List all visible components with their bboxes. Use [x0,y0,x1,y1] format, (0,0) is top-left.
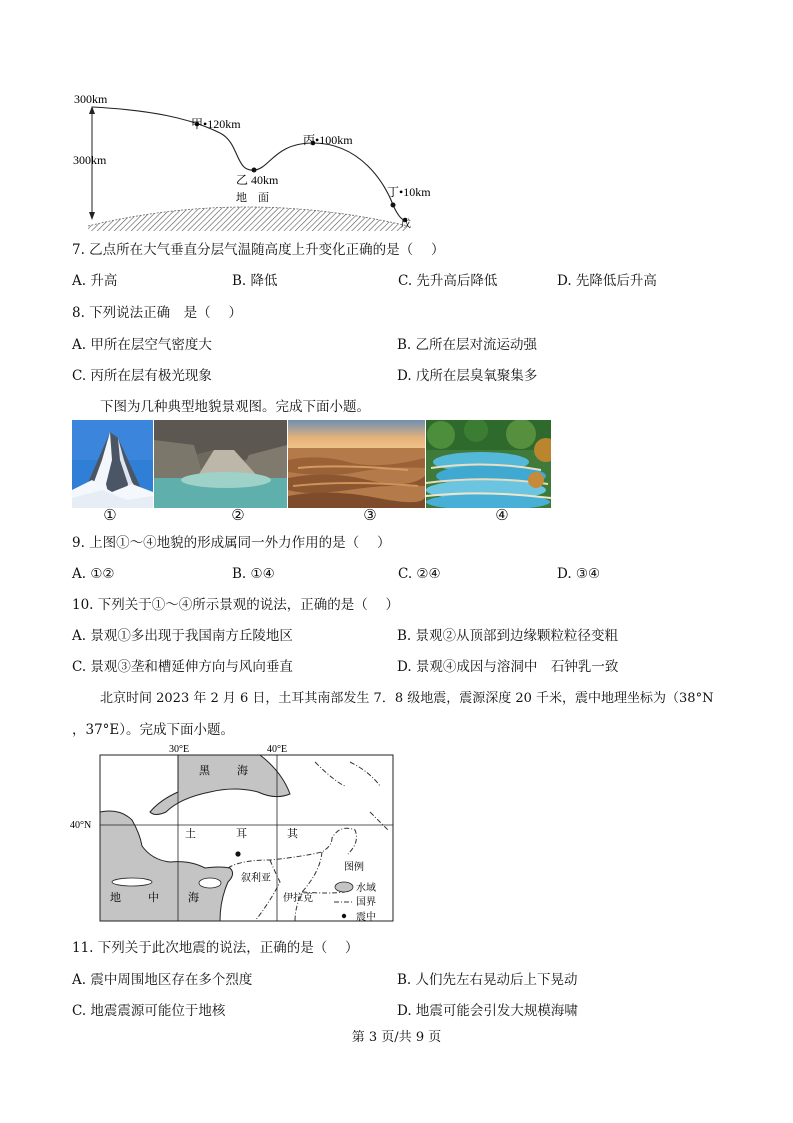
label-ding: 丁•10km [387,185,431,199]
q10-stem: 10. 下列关于①～④所示景观的说法，正确的是（ ） [72,597,400,613]
atmosphere-diagram [70,88,450,233]
q8-option-d: D. 戊所在层臭氧聚集多 [397,368,538,384]
q8-option-b: B. 乙所在层对流运动强 [397,337,538,353]
map-label-turkey-2: 耳 [236,828,247,840]
q11-option-a: A. 震中周围地区存在多个烈度 [72,972,253,988]
q9-stem: 9. 上图①～④地貌的形成属同一外力作用的是（ ） [72,535,391,551]
map-label-black-sea-2: 海 [237,765,248,777]
label-jia: 甲•120km [191,117,241,131]
legend-border-label: 国界 [356,897,376,908]
map-label-40e: 40°E [267,744,288,755]
photo-4-travertine-pools [426,420,551,508]
q8-stem: 8. 下列说法正确 是（ ） [72,305,242,321]
map-label-turkey-1: 土 [185,828,196,840]
q11-option-d: D. 地震可能会引发大规模海啸 [397,1003,578,1019]
q9-option-c: C. ②④ [398,566,441,582]
label-ground: 地 面 [236,192,269,204]
map-label-med-3: 海 [188,892,199,904]
quake-intro-line1: 北京时间 2023 年 2 月 6 日，土耳其南部发生 7．8 级地震，震源深度 20 千米，震中地理坐标为（38°N [100,691,714,706]
q9-option-a: A. ①② [72,566,115,582]
q10-option-a: A. 景观①多出现于我国南方丘陵地区 [72,628,293,644]
q7-stem: 7. 乙点所在大气垂直分层气温随高度上升变化正确的是（ ） [72,242,445,258]
photo-2-alluvial-fan [154,420,287,508]
legend-epicenter-label: 震中 [356,912,376,923]
quake-intro-line2: ，37°E）。完成下面小题。 [72,722,235,738]
q11-option-c: C. 地震震源可能位于地核 [72,1003,226,1019]
photo-caption-4: ④ [495,506,509,524]
photo-caption-1: ① [103,506,117,524]
legend-water-label: 水域 [356,883,376,894]
landform-intro: 下图为几种典型地貌景观图。完成下面小题。 [100,399,370,415]
label-yi: 乙 40km [236,173,279,187]
q10-option-b: B. 景观②从顶部到边缘颗粒粒径变粗 [397,628,619,644]
map-label-syria: 叙利亚 [241,873,271,884]
point-ding [391,203,396,208]
map-label-turkey-3: 其 [287,828,298,840]
photo-1-glacial-horn [72,420,153,508]
photo-caption-2: ② [231,506,245,524]
map-label-iraq: 伊拉克 [283,893,313,904]
q9-option-d: D. ③④ [557,566,601,582]
q7-option-a: A. 升高 [72,273,118,289]
map-label-30e: 30°E [169,744,190,755]
page-footer: 第 3 页/共 9 页 [351,1030,442,1045]
epicenter-marker [235,851,240,856]
q8-option-a: A. 甲所在层空气密度大 [72,337,212,353]
q10-option-d: D. 景观④成因与溶洞中 石钟乳一致 [397,659,619,675]
map-label-40n: 40°N [70,820,92,831]
label-bing: 丙•100km [303,133,353,147]
q11-stem: 11. 下列关于此次地震的说法，正确的是（ ） [72,940,359,956]
map-label-black-sea-1: 黑 [199,765,210,777]
map-label-med-1: 地 [110,892,121,904]
legend-title: 图例 [344,862,364,873]
photo-caption-3: ③ [363,506,377,524]
q8-option-c: C. 丙所在层有极光现象 [72,368,212,384]
legend-water-swatch [335,882,353,892]
point-yi [252,168,257,173]
q11-option-b: B. 人们先左右晃动后上下晃动 [397,972,578,988]
label-height-300km: 300km [73,153,107,167]
photo-3-yardang [288,420,425,508]
legend-epicenter-swatch [342,914,346,918]
q7-option-d: D. 先降低后升高 [557,273,657,289]
ground-surface [88,207,408,231]
q7-option-b: B. 降低 [232,273,278,289]
q9-option-b: B. ①④ [232,566,275,582]
label-wu: 戊 [401,219,411,230]
map-label-med-2: 中 [148,892,159,904]
label-top-300km: 300km [74,92,108,106]
turkey-map [70,742,400,924]
q7-option-c: C. 先升高后降低 [398,273,498,289]
q10-option-c: C. 景观③垄和槽延伸方向与风向垂直 [72,659,293,675]
